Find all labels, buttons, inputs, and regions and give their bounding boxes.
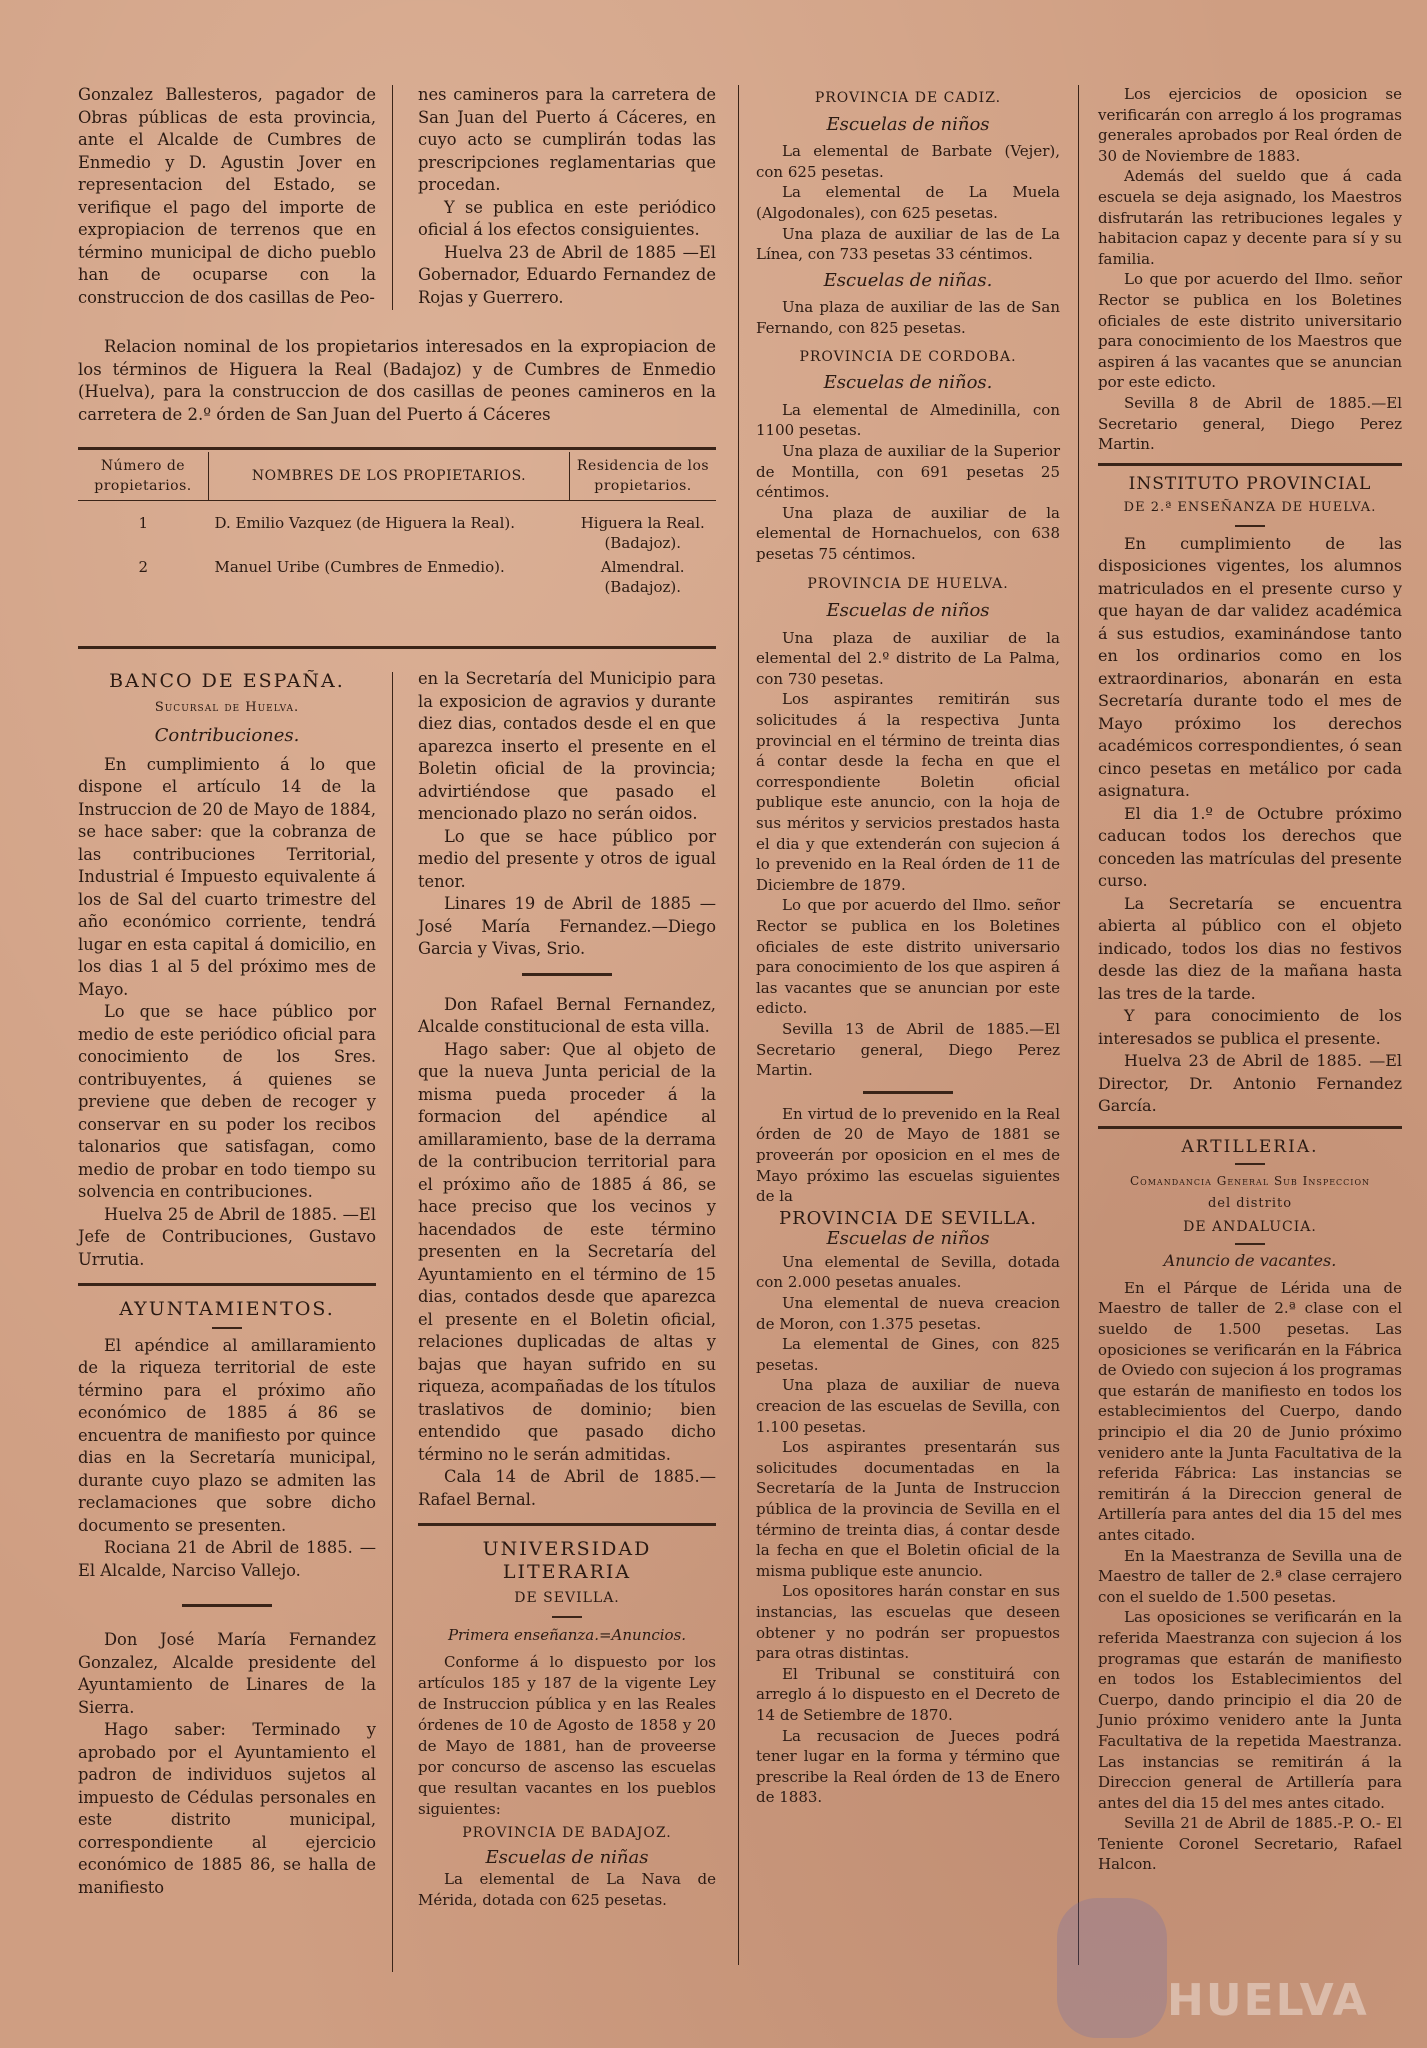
title-rule [1235, 1243, 1265, 1245]
linares-paragraph: Lo que se hace público por medio del presente y otros de igual tenor. [418, 826, 716, 891]
banco-signature: Huelva 25 de Abril de 1885. —El Jefe de Contribuciones, Gustavo Urrutia. [78, 1204, 376, 1269]
column-rule [392, 672, 393, 1972]
relacion-heading [78, 336, 716, 426]
artilleria-paragraph: En el Párque de Lérida una de Maestro de taller de 2.ª clase con el sueldo de 1.500 pesetas. Las oposiciones se verificarán en la Fábrica de Oviedo con sujecion á los programas que estarán de manifiesto en todos los establecimientos del Cuerpo, dando principio el dia 20 de Junio próximo venidero ante la Junta Facultativa de la referida Fábrica: Las instancias se remitirán á la Direccion general de Artillería para antes del dia 15 del mes antes citado. [1098, 1278, 1402, 1544]
cordoba-ninos: Escuelas de niños. [823, 372, 993, 394]
column-2-top [418, 84, 716, 309]
artilleria-paragraph: En la Maestranza de Sevilla una de Maestro de taller de 2.ª clase cerrajero con el sueldo de 1.500 pesetas. [1098, 1546, 1402, 1606]
instituto-paragraph: El dia 1.º de Octubre próximo caducan todos los derechos que conceden las matrículas del presente curso. [1098, 803, 1402, 891]
separator-rule [522, 973, 612, 976]
cadiz-item: Una plaza de auxiliar de las de San Fernando, con 825 pesetas. [756, 298, 1060, 337]
banco-title: BANCO DE ESPAÑA. [109, 670, 345, 692]
instituto-signature: Huelva 23 de Abril de 1885. —El Director, Dr. Antonio Fernandez García. [1098, 1051, 1402, 1116]
sevilla-item: La elemental de Gines, con 825 pesetas. [756, 1335, 1060, 1374]
column-1-top [78, 84, 376, 309]
linares-continuation: en la Secretaría del Municipio para la exposicion de agravios y durante diez dias, contados desde el en que aparezca inserto el presente en el Boletin oficial de la provincia; advirtiéndose que pasado el mencionado plazo no serán oidos. [418, 669, 716, 823]
universidad-title: UNIVERSIDAD LITERARIA [482, 1538, 652, 1583]
huelva-item: Una plaza de auxiliar de la elemental del 2.º distrito de La Palma, con 730 pesetas. [756, 628, 1060, 688]
linares-heading: Don José María Fernandez Gonzalez, Alcalde presidente del Ayuntamiento de Linares de la Sierra. [78, 1630, 376, 1717]
huelva-heading: PROVINCIA DE HUELVA. [807, 576, 1009, 593]
cell-nombre: D. Emilio Vazquez (de Higuera la Real). [214, 514, 516, 532]
instituto-title: INSTITUTO PROVINCIAL [1128, 473, 1372, 494]
cala-signature: Cala 14 de Abril de 1885.— Rafael Bernal. [418, 1467, 716, 1509]
column-rule [1078, 85, 1079, 1965]
header-nombres: NOMBRES DE LOS PROPIETARIOS. [209, 452, 570, 501]
instituto-paragraph: En cumplimiento de las disposiciones vigentes, los alumnos matriculados en el presente curso y que hayan de dar validez académica á sus estudios, examinándose tanto en los ordinarios como en los extraordinarios, abonarán en esta Secretaría durante todo el mes de Mayo próximo los derechos académicos correspondientes, ó sean cinco pesetas en metálico por cada asignatura. [1098, 533, 1402, 801]
ayuntamientos-paragraph: El apéndice al amillaramiento de la riqueza territorial de este término para el próximo año económico de 1885 á 86 se encuentra de manifiesto por quince dias en la Secretaría municipal, durante cuyo plazo se admiten las reclamaciones que sobre dicho documento se presenten. [78, 1335, 376, 1535]
artilleria-signature: Sevilla 21 de Abril de 1885.-P. O.- El Teniente Coronel Secretario, Rafael Halcon. [1098, 1814, 1402, 1874]
propietarios-table [78, 452, 716, 611]
cordoba-heading: PROVINCIA DE CORDOBA. [799, 348, 1017, 365]
universidad-paragraph: Conforme á lo dispuesto por los artículos 185 y 187 de la vigente Ley de Instruccion pública y en las Reales órdenes de 10 de Agosto de 1858 y 20 de Mayo de 1881, han de proveerse por concurso de ascenso las escuelas que resultan vacantes en los pueblos siguientes: [418, 1653, 716, 1818]
expropiacion-text-part1: Gonzalez Ballesteros, pagador de Obras públicas de esta provincia, ante el Alcalde de Cumbres de Enmedio y D. Agustin Jover en representacion del Estado, se verifique el pago del importe de expropiacion de terrenos que en término municipal de dicho pueblo han de ocuparse con la construccion de dos casillas de Peo- [78, 85, 376, 307]
cell-nombre: Manuel Uribe (Cumbres de Enmedio). [214, 558, 505, 576]
huelva-ninos: Escuelas de niños [826, 600, 990, 622]
separator-rule [863, 1091, 953, 1094]
linares-paragraph: Hago saber: Terminado y aprobado por el Ayuntamiento el padron de individuos sujetos al impuesto de Cédulas personales en este distrito municipal, correspondiente al ejercicio económico de 1885 86, se halla de manifiesto [78, 1720, 376, 1897]
cadiz-item: Una plaza de auxiliar de las de La Línea, con 733 pesetas 33 céntimos. [756, 224, 1060, 264]
universidad-subtitle: DE SEVILLA. [514, 1590, 620, 1606]
sevilla-intro: En virtud de lo prevenido en la Real órden de 20 de Mayo de 1881 se proveerán por oposicion en el mes de Mayo próximo las escuelas siguientes de la [756, 1104, 1060, 1206]
artilleria-section: Anuncio de vacantes. [1163, 1251, 1337, 1271]
rociana-signature: Rociana 21 de Abril de 1885. —El Alcalde, Narciso Vallejo. [78, 1538, 376, 1580]
cadiz-heading: PROVINCIA DE CADIZ. [814, 90, 1002, 106]
column-4 [1098, 84, 1402, 1875]
artilleria-title: ARTILLERIA. [1181, 1136, 1319, 1157]
title-rule [1235, 525, 1265, 527]
sevilla-item: Una plaza de auxiliar de nueva creacion de las escuelas de Sevilla, con 1.100 pesetas. [756, 1376, 1060, 1436]
cordoba-item: Una plaza de auxiliar de la Superior de Montilla, con 691 pesetas 25 céntimos. [756, 441, 1060, 502]
title-rule [552, 1616, 582, 1618]
cala-heading: Don Rafael Bernal Fernandez, Alcalde constitucional de esta villa. [418, 994, 716, 1036]
separator-rule [182, 1604, 272, 1607]
badajoz-ninas: Escuelas de niñas [485, 1846, 649, 1868]
huelva-signature: Sevilla 13 de Abril de 1885.—El Secretario general, Diego Perez Martin. [756, 1019, 1060, 1080]
signature-gobernador: Huelva 23 de Abril de 1885 —El Gobernador, Eduardo Fernandez de Rojas y Guerrero. [418, 242, 716, 307]
cala-paragraph: Hago saber: Que al objeto de que la nueva Junta pericial de la misma pueda proceder á la formacion del apéndice al amillaramiento, base de la derrama de la contribucion territorial para el próximo año de 1885 á 86, se hace preciso que los vecinos y hacendados de este término presenten en la Secretaría del Ayuntamiento en el término de 15 dias, contados desde que aparezca el presente en el Boletin oficial, relaciones duplicadas de altas y bajas que hayan sufrido en su riqueza, acompañadas de los títulos traslativos de dominio; bien entendido que pasado dicho término no le serán admitidas. [418, 1039, 716, 1464]
cell-residencia: Almendral. (Badajoz). [600, 558, 685, 596]
oposicion-paragraph: Lo que por acuerdo del Ilmo. señor Rector se publica en los Boletines oficiales de este distrito universitario para conocimiento de los Maestros que aspiren á las vacantes que se anuncian por este edicto. [1098, 270, 1402, 392]
instituto-paragraph: Y para conocimiento de los interesados se publica el presente. [1098, 1006, 1402, 1048]
instituto-paragraph: La Secretaría se encuentra abierta al público con el objeto indicado, todos los dias no festivos desde las diez de la mañana hasta las tres de la tarde. [1098, 893, 1402, 1003]
oposicion-signature: Sevilla 8 de Abril de 1885.—El Secretario general, Diego Perez Martin. [1098, 393, 1402, 454]
table-row [78, 501, 716, 556]
cadiz-ninos: Escuelas de niños [826, 113, 990, 135]
cell-numero: 2 [138, 558, 149, 576]
ayuntamientos-title: AYUNTAMIENTOS. [119, 1298, 335, 1320]
artilleria-paragraph: Las oposiciones se verificarán en la referida Maestranza con sujecion á los programas que estarán de manifiesto en todos los Establecimientos del Cuerpo, dando principio el dia 20 de Junio próximo venidero ante la Junta Facultativa de la repetida Maestranza. Las instancias se remitirán á la Direccion general de Artillería para antes del dia 15 del mes antes citado. [1098, 1608, 1402, 1812]
cordoba-item: Una plaza de auxiliar de la elemental de Hornachuelos, con 638 pesetas 75 céntimos. [756, 503, 1060, 563]
sevilla-heading: PROVINCIA DE SEVILLA. [778, 1207, 1038, 1229]
cadiz-item: La elemental de Barbate (Vejer), con 625 pesetas. [756, 142, 1060, 181]
sevilla-item: Una elemental de nueva creacion de Moron, con 1.375 pesetas. [756, 1294, 1060, 1333]
archive-watermark [1057, 1888, 1369, 2038]
expropiacion-text-part2: nes camineros para la carretera de San Juan del Puerto á Cáceres, en cuyo acto se cumplirán todas las prescripciones reglamentarias que procedan. [418, 85, 716, 194]
title-rule [212, 1327, 242, 1329]
table-header-row [78, 452, 716, 501]
artilleria-sub2: del distrito [1207, 1196, 1293, 1212]
header-numero: Número de propietarios. [78, 452, 209, 501]
universidad-section: Primera enseñanza.=Anuncios. [447, 1625, 687, 1644]
table-bottom-rule [78, 646, 716, 649]
header-residencia: Residencia de los propietarios. [576, 458, 710, 494]
sevilla-paragraph: Los opositores harán constar en sus instancias, las escuelas que deseen obtener y no podrán ser propuestos para otras distintas. [756, 1582, 1060, 1663]
column-rule [392, 85, 393, 310]
huelva-paragraph: Lo que por acuerdo del Ilmo. señor Rector se publica en los Boletines oficiales de este distrito universario para conocimiento de los que aspiren á las vacantes que se anuncian por este edicto. [756, 896, 1060, 1018]
cordoba-item: La elemental de Almedinilla, con 1100 pesetas. [756, 400, 1060, 440]
oposicion-paragraph: Los ejercicios de oposicion se verificarán con arreglo á los programas generales aprobados por Real órden de 30 de Noviembre de 1883. [1098, 85, 1402, 165]
banco-section: Contribuciones. [154, 725, 300, 746]
seal-icon [1057, 1898, 1167, 2038]
column-1-lower [78, 664, 376, 1899]
cell-residencia: Higuera la Real. (Badajoz). [580, 514, 705, 552]
huelva-paragraph: Los aspirantes remitirán sus solicitudes á la respectiva Junta provincial en el término de treinta dias á contar desde la fecha en que el correspondiente Boletin oficial publique este anuncio, con la hoja de sus méritos y servicios prestados hasta el dia y que extenderán con sujecion á lo prevenido en la Real órden de 11 de Diciembre de 1879. [756, 690, 1060, 894]
sevilla-paragraph: La recusacion de Jueces podrá tener lugar en la forma y término que prescribe la Real órden de 13 de Enero de 1883. [756, 1726, 1060, 1807]
sevilla-item: Una elemental de Sevilla, dotada con 2.000 pesetas anuales. [756, 1252, 1060, 1292]
publication-note: Y se publica en este periódico oficial á los efectos consiguientes. [418, 197, 716, 239]
section-rule [1098, 463, 1402, 466]
artilleria-sub3: DE ANDALUCIA. [1183, 1218, 1317, 1235]
table-top-rule [78, 447, 716, 450]
sevilla-ninos: Escuelas de niños [826, 1228, 990, 1250]
cadiz-item: La elemental de La Muela (Algodonales), con 625 pesetas. [756, 183, 1060, 222]
column-2-lower [418, 668, 716, 1911]
sevilla-paragraph: El Tribunal se constituirá con arreglo á lo dispuesto en el Decreto de 14 de Setiembre de 1870. [756, 1664, 1060, 1724]
column-3 [756, 84, 1060, 1808]
cell-numero: 1 [138, 514, 149, 532]
badajoz-heading: PROVINCIA DE BADAJOZ. [462, 1825, 672, 1841]
banco-paragraph: En cumplimiento á lo que dispone el artículo 14 de la Instruccion de 20 de Mayo de 1884, se hace saber: que la cobranza de las contribuciones Territorial, Industrial é Impuesto equivalente á los de Sal del cuarto trimestre del año económico corriente, tendrá lugar en esta capital á domicilio, en los dias 1 al 5 del próximo mes de Mayo. [78, 754, 376, 999]
linares-signature: Linares 19 de Abril de 1885 —José María Fernandez.—Diego Garcia y Vivas, Srio. [418, 894, 716, 958]
title-rule [1235, 1163, 1265, 1165]
instituto-subtitle: DE 2.ª ENSEÑANZA DE HUELVA. [1123, 500, 1377, 516]
banco-paragraph: Lo que se hace público por medio de este periódico oficial para conocimiento de los Sres. contribuyentes, á quienes se previene que deben de recoger y conservar en su poder los recibos talonarios que satisfagan, como medio de probar en todo tiempo su solvencia en contribuciones. [78, 1002, 376, 1201]
sevilla-paragraph: Los aspirantes presentarán sus solicitudes documentadas en la Secretaría de la Junta de Instruccion pública de la provincia de Sevilla en el término de treinta dias, á contar desde la fecha en que el Boletin oficial de la misma publique este anuncio. [756, 1438, 1060, 1580]
watermark-text: HUELVA [1167, 1975, 1369, 2026]
section-rule [1098, 1126, 1402, 1129]
relacion-text: Relacion nominal de los propietarios interesados en la expropiacion de los términos de Higuera la Real (Badajoz) y de Cumbres de Enmedio (Huelva), para la construccion de dos casillas de peones camineros en la carretera de 2.º órden de San Juan del Puerto á Cáceres [78, 337, 716, 424]
banco-subtitle: Sucursal de Huelva. [154, 699, 300, 715]
column-rule [738, 85, 739, 1965]
table-row [78, 555, 716, 611]
cadiz-ninas: Escuelas de niñas. [823, 269, 993, 291]
section-rule [78, 1283, 376, 1286]
badajoz-paragraph: La elemental de La Nava de Mérida, dotada con 625 pesetas. [418, 1870, 716, 1909]
artilleria-sub1: Comandancia General Sub Inspeccion [1129, 1174, 1371, 1189]
section-rule [418, 1523, 716, 1526]
oposicion-paragraph: Además del sueldo que á cada escuela se deja asignado, los Maestros disfrutarán las retribuciones legales y habitacion capaz y decente para sí y su familia. [1098, 167, 1402, 268]
